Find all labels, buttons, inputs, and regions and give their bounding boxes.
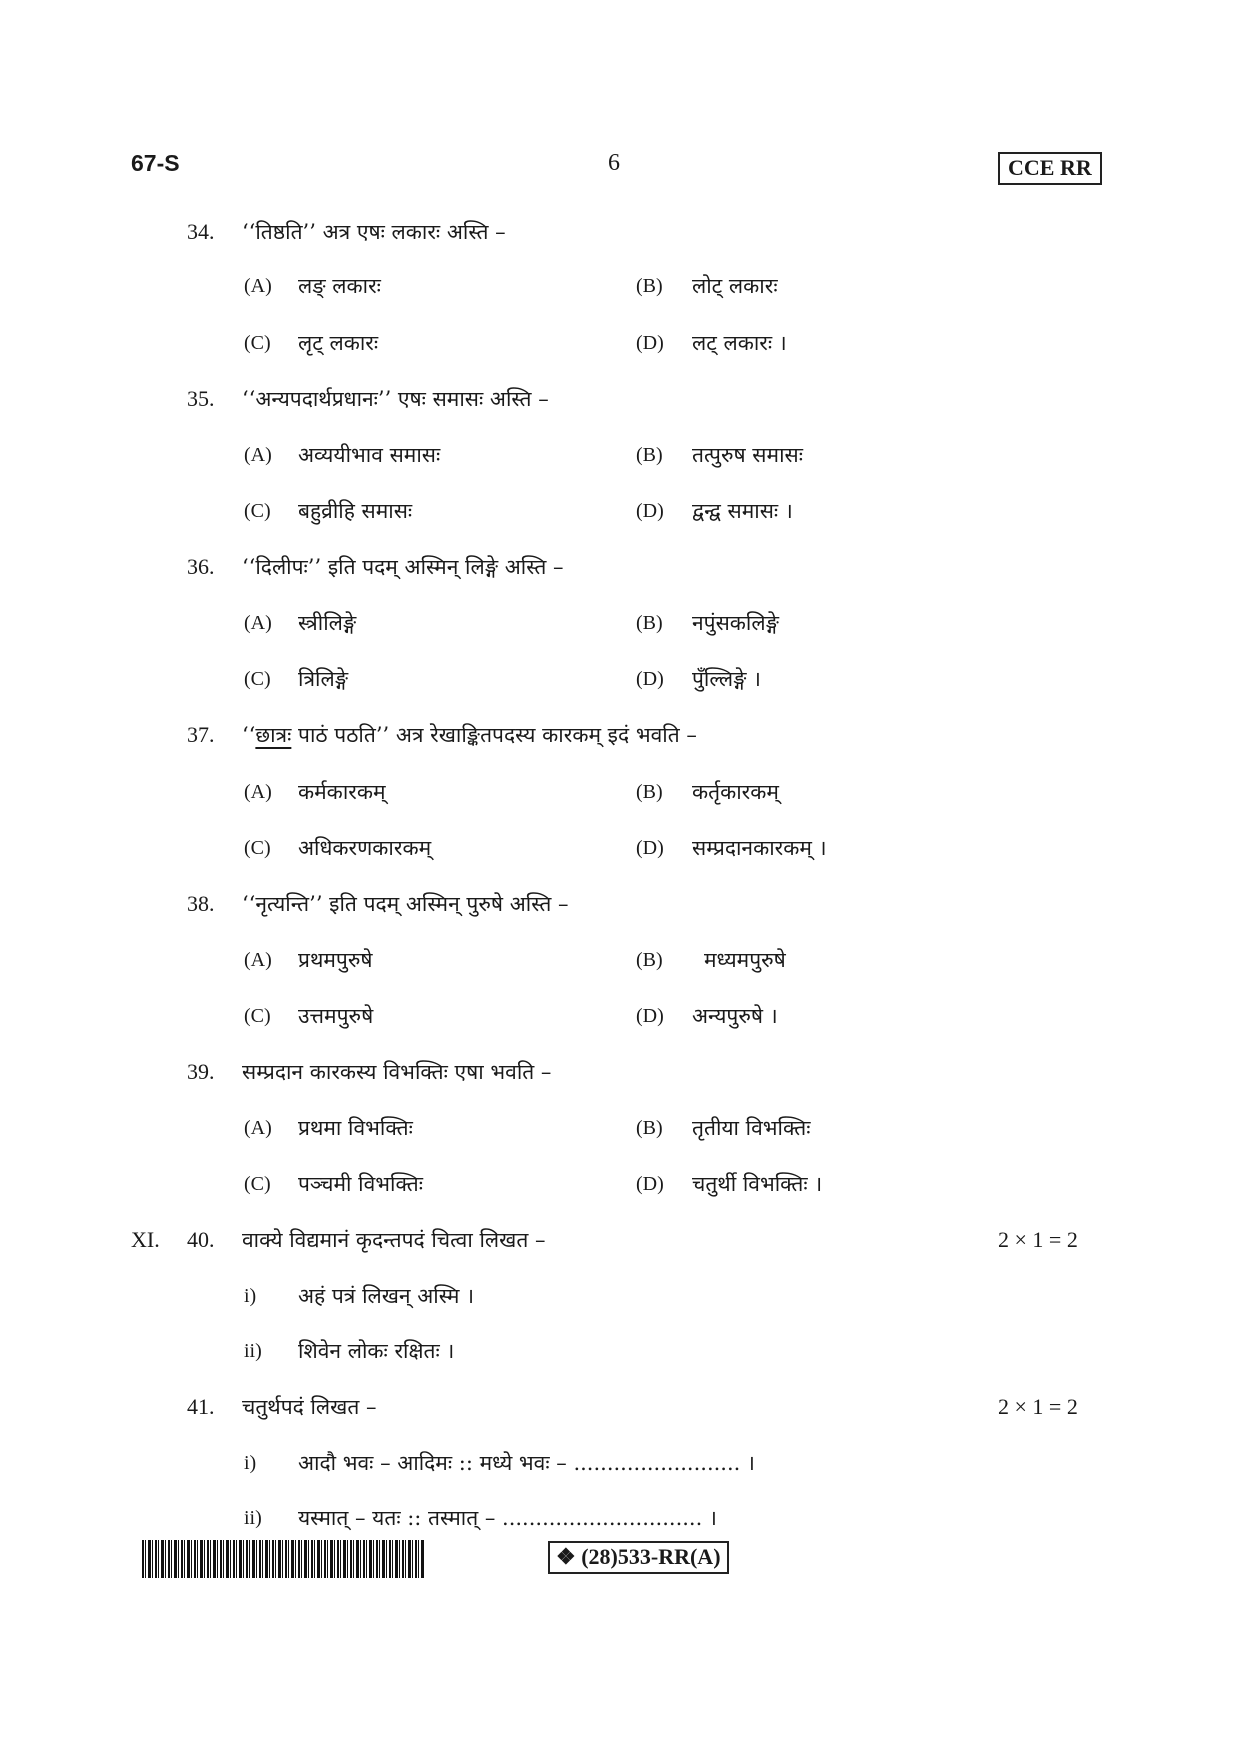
- barcode: [142, 1540, 425, 1578]
- question-number: 40.: [187, 1227, 215, 1252]
- question-37: [0, 717, 1240, 753]
- option-text: लृट् लकारः: [298, 331, 379, 355]
- option-text: स्त्रीलिङ्गे: [298, 611, 357, 635]
- question-34: [0, 214, 1240, 250]
- options-row: [0, 493, 1240, 529]
- marks: 2 × 1 = 2: [998, 1227, 1078, 1252]
- option-label: (C): [244, 1173, 271, 1195]
- options-row: [0, 942, 1240, 978]
- options-row: [0, 661, 1240, 697]
- section-number: XI.: [131, 1227, 160, 1252]
- question-text: वाक्ये विद्यमानं कृदन्तपदं चित्वा लिखत –: [242, 1228, 546, 1252]
- options-row: [0, 774, 1240, 810]
- option-label: (D): [636, 1173, 664, 1195]
- item-label: i): [244, 1285, 257, 1307]
- option-label: (A): [244, 275, 272, 297]
- option-text: कर्तृकारकम्: [692, 780, 779, 804]
- options-row: [0, 605, 1240, 641]
- option-label: (B): [636, 949, 663, 971]
- option-text: अधिकरणकारकम्: [298, 836, 432, 860]
- options-row: [0, 1166, 1240, 1202]
- option-label: (C): [244, 500, 271, 522]
- option-label: (B): [636, 1117, 663, 1139]
- option-label: (D): [636, 1005, 664, 1027]
- question-text: ‘‘अन्यपदार्थप्रधानः’’ एषः समासः अस्ति –: [242, 387, 549, 411]
- option-text: लङ् लकारः: [298, 274, 381, 298]
- footer-code-box: ❖ (28)533-RR(A): [548, 1541, 729, 1574]
- item-text: अहं पत्रं लिखन् अस्मि ।: [298, 1284, 475, 1308]
- marks: 2 × 1 = 2: [998, 1394, 1078, 1419]
- option-label: (A): [244, 444, 272, 466]
- options-row: [0, 1110, 1240, 1146]
- question-number: 37.: [187, 722, 215, 747]
- option-label: (C): [244, 1005, 271, 1027]
- question-text: सम्प्रदान कारकस्य विभक्तिः एषा भवति –: [242, 1060, 552, 1084]
- underlined-word: छात्रः: [255, 723, 292, 747]
- item-label: ii): [244, 1340, 262, 1362]
- options-row: [0, 268, 1240, 304]
- option-text: मध्यमपुरुषे: [704, 948, 786, 972]
- option-text: सम्प्रदानकारकम् ।: [692, 836, 827, 860]
- options-row: [0, 437, 1240, 473]
- option-text: प्रथमपुरुषे: [298, 948, 373, 972]
- question-38: [0, 886, 1240, 922]
- option-label: (A): [244, 949, 272, 971]
- question-number: 39.: [187, 1059, 215, 1084]
- option-text: पुँल्लिङ्गे ।: [692, 667, 762, 691]
- option-label: (D): [636, 668, 664, 690]
- question-39: [0, 1054, 1240, 1090]
- item-text: आदौ भवः – आदिमः :: मध्ये भवः – ......................... ।: [298, 1451, 755, 1475]
- question-text: ‘‘दिलीपः’’ इति पदम् अस्मिन् लिङ्गे अस्ति –: [242, 555, 564, 579]
- question-text-rest: पाठं पठति’’ अत्र रेखाङ्कितपदस्य कारकम् इदं भवति –: [291, 723, 697, 747]
- question-number: 41.: [187, 1394, 215, 1419]
- paper-code: 67-S: [131, 150, 180, 176]
- option-label: (C): [244, 837, 271, 859]
- option-label: (A): [244, 1117, 272, 1139]
- option-text: बहुव्रीहि समासः: [298, 499, 413, 523]
- item-label: i): [244, 1452, 257, 1474]
- sub-item: [0, 1333, 1240, 1369]
- option-label: (A): [244, 781, 272, 803]
- open-quote: ‘‘: [242, 723, 256, 747]
- option-label: (C): [244, 332, 271, 354]
- option-label: (B): [636, 444, 663, 466]
- question-number: 35.: [187, 386, 215, 411]
- question-number: 38.: [187, 891, 215, 916]
- option-text: उत्तमपुरुषे: [298, 1004, 374, 1028]
- option-label: (B): [636, 612, 663, 634]
- option-label: (B): [636, 275, 663, 297]
- sub-item: [0, 1278, 1240, 1314]
- page-number: 6: [608, 150, 620, 176]
- option-text: त्रिलिङ्गे: [298, 667, 349, 691]
- item-text: शिवेन लोकः रक्षितः ।: [298, 1339, 455, 1363]
- option-text: नपुंसकलिङ्गे: [692, 611, 779, 635]
- option-label: (D): [636, 837, 664, 859]
- option-text: लट् लकारः ।: [692, 331, 787, 355]
- option-text: तृतीया विभक्तिः: [692, 1116, 811, 1140]
- option-label: (D): [636, 500, 664, 522]
- option-text: कर्मकारकम्: [298, 780, 386, 804]
- option-text: पञ्चमी विभक्तिः: [298, 1172, 423, 1196]
- option-text: तत्पुरुष समासः: [692, 443, 803, 467]
- question-36: [0, 549, 1240, 585]
- option-text: लोट् लकारः: [692, 274, 778, 298]
- sub-item: [0, 1445, 1240, 1481]
- option-label: (B): [636, 781, 663, 803]
- options-row: [0, 830, 1240, 866]
- option-label: (C): [244, 668, 271, 690]
- option-text: अन्यपुरुषे ।: [692, 1004, 778, 1028]
- option-label: (A): [244, 612, 272, 634]
- question-text: चतुर्थपदं लिखत –: [242, 1395, 377, 1419]
- question-text: ‘‘तिष्ठति’’ अत्र एषः लकारः अस्ति –: [242, 220, 506, 244]
- option-text: प्रथमा विभक्तिः: [298, 1116, 413, 1140]
- item-label: ii): [244, 1507, 262, 1529]
- option-text: द्वन्द्व समासः ।: [692, 499, 793, 523]
- question-35: [0, 381, 1240, 417]
- option-text: चतुर्थी विभक्तिः ।: [692, 1172, 823, 1196]
- item-text: यस्मात् – यतः :: तस्मात् – .............................. ।: [298, 1506, 717, 1530]
- cce-rr-box: CCE RR: [998, 152, 1102, 185]
- question-number: 34.: [187, 219, 215, 244]
- question-text: ‘‘नृत्यन्ति’’ इति पदम् अस्मिन् पुरुषे अस्ति –: [242, 892, 569, 916]
- question-40: [0, 1222, 1240, 1258]
- options-row: [0, 998, 1240, 1034]
- option-text: अव्ययीभाव समासः: [298, 443, 441, 467]
- question-number: 36.: [187, 554, 215, 579]
- option-label: (D): [636, 332, 664, 354]
- sub-item: [0, 1500, 1240, 1536]
- question-text: [242, 717, 697, 753]
- options-row: [0, 325, 1240, 361]
- question-41: [0, 1389, 1240, 1425]
